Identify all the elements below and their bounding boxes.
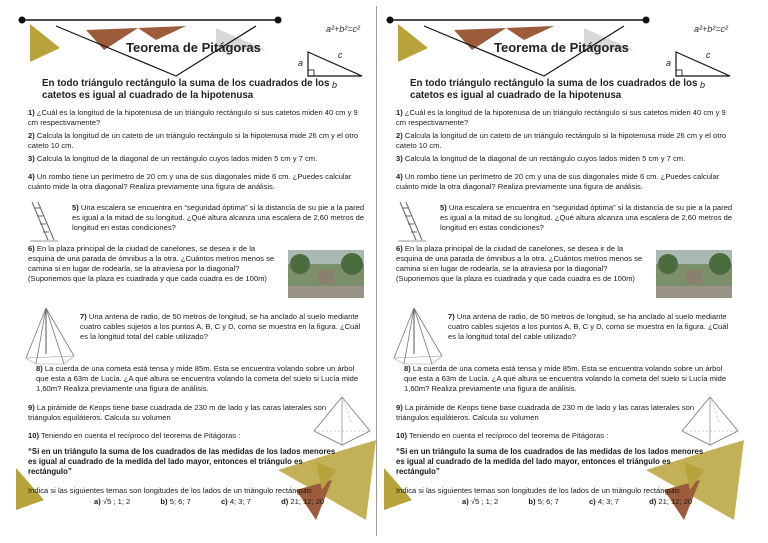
triples-instructions: Indica si las siguientes ternas son longitudes de los lados de un triángulo rectángulo:	[396, 486, 681, 495]
worksheet-right	[384, 0, 750, 543]
question-3: 3) Calcula la longitud de la diagonal de un rectángulo cuyos lados miden 5 cm y 7 cm.	[396, 154, 686, 163]
theorem-statement: En todo triángulo rectángulo la suma de los cuadrados de los catetos es igual al cuadrado de la hipotenusa	[42, 78, 330, 101]
antenna-figure	[392, 306, 448, 366]
option-c: c) 4; 3; 7	[588, 497, 619, 506]
pythagoras-formula: a²+b²=c²	[694, 24, 729, 34]
question-1: 1) ¿Cuál es la longitud de la hipotenusa de un triángulo rectángulo si sus catetos miden 40 cm y 9 cm respectivamente?	[396, 108, 726, 127]
reciprocal-theorem-quote: “Si en un triángulo la suma de los cuadrados de las medidas de los lados menores es igual al cuadrado de la medida del lado mayor, entonces el triángulo es rectángulo”	[28, 447, 336, 476]
label-c: c	[338, 50, 343, 60]
worksheet-left	[16, 0, 382, 543]
pythagoras-formula: a²+b²=c²	[326, 24, 361, 34]
option-b: b) 5; 6; 7	[160, 497, 191, 506]
question-7: 7) Una antena de radio, de 50 metros de longitud, se ha anclado al suelo mediante cuatro cables sujetos a los puntos A, B, C y D, como se muestra en la figura. ¿Cuál es la longitud total del cable utilizado?	[448, 312, 729, 341]
question-3: 3) Calcula la longitud de la diagonal de un rectángulo cuyos lados miden 5 cm y 7 cm.	[28, 154, 318, 163]
option-d: d) 21; 12; 20	[649, 497, 693, 506]
option-b: b) 5; 6; 7	[528, 497, 559, 506]
question-2: 2) Calcula la longitud de un cateto de un triángulo rectángulo si la hipotenusa mide 26 cm y el otro cateto 10 cm.	[396, 131, 727, 150]
label-b: b	[700, 80, 706, 90]
question-5: 5) Una escalera se encuentra en “seguridad óptima” si la distancia de su pie a la pared es igual a la mitad de su longitud. ¿Qué altura alcanza una escalera de 2,60 metros de longitud en estas condiciones?	[72, 203, 365, 232]
question-1: 1) ¿Cuál es la longitud de la hipotenusa de un triángulo rectángulo si sus catetos miden 40 cm y 9 cm respectivamente?	[28, 108, 358, 127]
reciprocal-theorem-quote: “Si en un triángulo la suma de los cuadrados de las medidas de los lados menores es igual al cuadrado de la medida del lado mayor, entonces el triángulo es rectángulo”	[396, 447, 704, 476]
plaza-photo	[288, 250, 364, 298]
option-d: d) 21; 12; 20	[281, 497, 325, 506]
question-7: 7) Una antena de radio, de 50 metros de longitud, se ha anclado al suelo mediante cuatro cables sujetos a los puntos A, B, C y D, como se muestra en la figura. ¿Cuál es la longitud total del cable utilizado?	[80, 312, 361, 341]
antenna-figure	[24, 306, 80, 366]
question-8: 8) La cuerda de una cometa está tensa y mide 85m. Esta se encuentra volando sobre un árbol que esta a 63m de Lucía. ¿A qué altura se encuentra volando la cometa del suelo si Lucía mide 1,60m? Realiza previamente una figura de análisis.	[404, 364, 727, 393]
option-a: a) √5 ; 1; 2	[94, 497, 131, 506]
plaza-photo	[656, 250, 732, 298]
question-10: 10) Teniendo en cuenta el recíproco del teorema de Pitágoras :	[28, 431, 241, 440]
question-5: 5) Una escalera se encuentra en “seguridad óptima” si la distancia de su pie a la pared es igual a la mitad de su longitud. ¿Qué altura alcanza una escalera de 2,60 metros de longitud en estas condiciones?	[440, 203, 733, 232]
question-9: 9) La pirámide de Keops tiene base cuadrada de 230 m de lado y las caras laterales son triángulos equiláteros. Calcula su volumen	[28, 403, 327, 422]
question-4: 4) Un rombo tiene un perímetro de 20 cm y una de sus diagonales mide 6 cm. ¿Puedes calcular cuánto mide la otra diagonal? Realiza previamente una figura de análisis.	[28, 172, 352, 191]
label-c: c	[706, 50, 711, 60]
triples-options	[462, 497, 720, 506]
question-6: 6) En la plaza principal de la ciudad de canelones, se desea ir de la esquina de una parada de ómnibus a la otra. ¿Cuántos metros menos se camina si en lugar de rodearla, se la atraviesa por la diagonal? (Suponemos que la plaza es cuadrada y que cada cuadra es de 100m)	[28, 244, 275, 283]
label-b: b	[332, 80, 338, 90]
question-6: 6) En la plaza principal de la ciudad de canelones, se desea ir de la esquina de una parada de ómnibus a la otra. ¿Cuántos metros menos se camina si en lugar de rodearla, se la atraviesa por la diagonal? (Suponemos que la plaza es cuadrada y que cada cuadra es de 100m)	[396, 244, 643, 283]
theorem-statement: En todo triángulo rectángulo la suma de los cuadrados de los catetos es igual al cuadrado de la hipotenusa	[410, 78, 698, 101]
question-2: 2) Calcula la longitud de un cateto de un triángulo rectángulo si la hipotenusa mide 26 cm y el otro cateto 10 cm.	[28, 131, 359, 150]
question-9: 9) La pirámide de Keops tiene base cuadrada de 230 m de lado y las caras laterales son triángulos equiláteros. Calcula su volumen	[396, 403, 695, 422]
question-10: 10) Teniendo en cuenta el recíproco del teorema de Pitágoras :	[396, 431, 609, 440]
option-c: c) 4; 3; 7	[220, 497, 251, 506]
ladder-figure	[30, 200, 60, 244]
option-a: a) √5 ; 1; 2	[462, 497, 499, 506]
worksheet-title: Teorema de Pitágoras	[494, 40, 629, 55]
ladder-figure	[398, 200, 428, 244]
question-4: 4) Un rombo tiene un perímetro de 20 cm y una de sus diagonales mide 6 cm. ¿Puedes calcular cuánto mide la otra diagonal? Realiza previamente una figura de análisis.	[396, 172, 720, 191]
triples-instructions: Indica si las siguientes ternas son longitudes de los lados de un triángulo rectángulo:	[28, 486, 313, 495]
question-8: 8) La cuerda de una cometa está tensa y mide 85m. Esta se encuentra volando sobre un árbol que esta a 63m de Lucía. ¿A qué altura se encuentra volando la cometa del suelo si Lucía mide 1,60m? Realiza previamente una figura de análisis.	[36, 364, 359, 393]
label-a: a	[666, 58, 672, 68]
label-a: a	[298, 58, 304, 68]
worksheet-title: Teorema de Pitágoras	[126, 40, 261, 55]
triples-options	[94, 497, 352, 506]
